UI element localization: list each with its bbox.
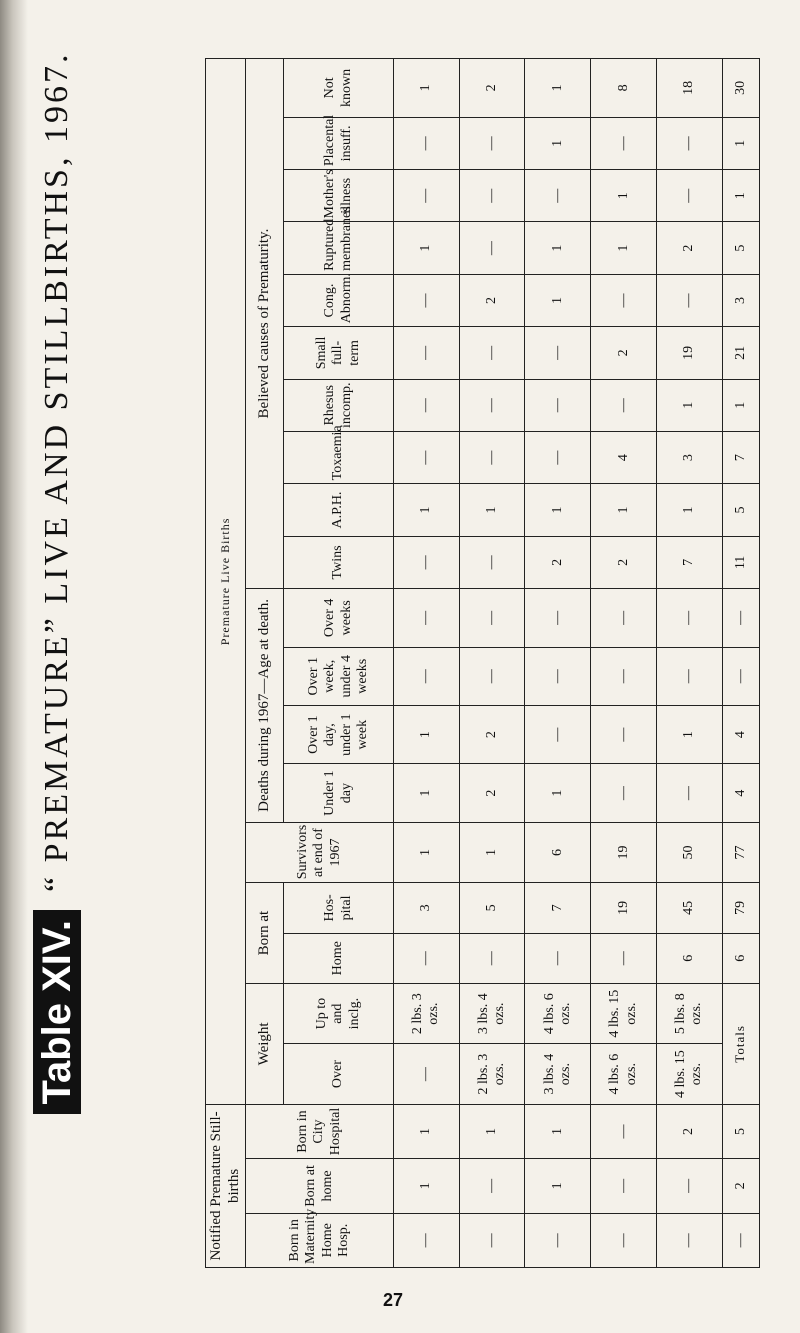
cell-aph: 1 — [394, 484, 460, 536]
total-rm: 5 — [722, 222, 759, 274]
causes-header: Believed causes of Prematurity. — [246, 59, 284, 589]
weight-upto-header: Up to and inclg. — [284, 983, 394, 1043]
ns-city-header: Born in City Hospital — [246, 1104, 394, 1158]
cell-rm: 1 — [394, 222, 460, 274]
ruptured-membranes-header: Ruptured membranes — [284, 222, 394, 274]
total-ca: 3 — [722, 274, 759, 326]
total-pi: 1 — [722, 117, 759, 169]
cell-d-o1d: 1 — [656, 705, 722, 763]
cell-ns-home: — — [591, 1159, 657, 1213]
cell-w-over: 2 lbs. 3 ozs. — [459, 1044, 525, 1104]
total-ns-home: 2 — [722, 1159, 759, 1213]
cell-rh: — — [459, 379, 525, 431]
cell-d-u1d: 1 — [525, 764, 591, 822]
death-over-4-weeks-header: Over 4 weeks — [284, 589, 394, 647]
cell-tox: — — [459, 431, 525, 483]
cell-sft: — — [459, 327, 525, 379]
death-over-1-day-header: Over 1 day, under 1 week — [284, 705, 394, 763]
total-nk: 30 — [722, 59, 759, 118]
cell-ns-nursing: — — [459, 1213, 525, 1267]
cell-nk: 1 — [394, 59, 460, 118]
table-row — [459, 59, 525, 1268]
cell-d-o1w: — — [656, 647, 722, 705]
cell-d-o1w: — — [459, 647, 525, 705]
cell-tox: 3 — [656, 431, 722, 483]
cell-w-upto: 4 lbs. 6 ozs. — [525, 983, 591, 1043]
total-twins: 11 — [722, 536, 759, 588]
cell-twins: 7 — [656, 536, 722, 588]
cell-ns-home: — — [656, 1159, 722, 1213]
cell-d-o1d: — — [525, 705, 591, 763]
ns-home-header: Born at home — [246, 1159, 394, 1213]
cell-ns-city: 1 — [459, 1104, 525, 1158]
cell-ca: — — [394, 274, 460, 326]
cell-w-over: 4 lbs. 15 ozs. — [656, 1044, 722, 1104]
cell-rh: — — [591, 379, 657, 431]
total-d-o1w: — — [722, 647, 759, 705]
table-container — [205, 58, 760, 1268]
cell-tox: — — [525, 431, 591, 483]
table-label: Table XIV. — [33, 910, 81, 1115]
cell-d-u1d: 1 — [394, 764, 460, 822]
cell-mi: — — [525, 170, 591, 222]
twins-header: Twins — [284, 536, 394, 588]
cell-d-u1d: — — [656, 764, 722, 822]
cell-twins: 2 — [525, 536, 591, 588]
table-heading — [22, 0, 92, 1208]
premature-births-table — [205, 58, 760, 1268]
cell-ns-home: 1 — [525, 1159, 591, 1213]
total-d-u1d: 4 — [722, 764, 759, 822]
cell-rm: 1 — [591, 222, 657, 274]
born-home-header: Home — [284, 933, 394, 983]
cell-b-home: — — [591, 933, 657, 983]
born-hospital-header: Hos- pital — [284, 883, 394, 933]
cell-pi: — — [459, 117, 525, 169]
deaths-header: Deaths during 1967—Age at death. — [246, 589, 284, 823]
death-over-1-week-header: Over 1 week, under 4 weeks — [284, 647, 394, 705]
cell-ns-city: 1 — [525, 1104, 591, 1158]
toxaemia-header: Toxaemia — [284, 431, 394, 483]
cell-aph: 1 — [525, 484, 591, 536]
cell-sft: 19 — [656, 327, 722, 379]
survivors-header: Survivors at end of 1967 — [246, 822, 394, 882]
cell-ca: 1 — [525, 274, 591, 326]
cell-pi: — — [394, 117, 460, 169]
cell-twins: 2 — [591, 536, 657, 588]
cell-ns-home: — — [459, 1159, 525, 1213]
cell-w-upto: 3 lbs. 4 ozs. — [459, 983, 525, 1043]
total-mi: 1 — [722, 170, 759, 222]
cell-ns-nursing: — — [591, 1213, 657, 1267]
cell-w-upto: 4 lbs. 15 ozs. — [591, 983, 657, 1043]
cell-rh: — — [394, 379, 460, 431]
cell-ns-nursing: — — [525, 1213, 591, 1267]
cell-w-over: 4 lbs. 6 ozs. — [591, 1044, 657, 1104]
cell-d-o1w: — — [394, 647, 460, 705]
cell-aph: 1 — [459, 484, 525, 536]
cell-surv: 6 — [525, 822, 591, 882]
small-full-term-header: Small full-term — [284, 327, 394, 379]
cell-d-o4w: — — [459, 589, 525, 647]
cell-d-o1d: 1 — [394, 705, 460, 763]
total-aph: 5 — [722, 484, 759, 536]
cell-pi: — — [591, 117, 657, 169]
cell-b-home: — — [394, 933, 460, 983]
total-surv: 77 — [722, 822, 759, 882]
cell-sft: — — [525, 327, 591, 379]
total-d-o4w: — — [722, 589, 759, 647]
cell-pi: — — [656, 117, 722, 169]
total-rh: 1 — [722, 379, 759, 431]
mothers-illness-header: Mother's illness — [284, 170, 394, 222]
cell-b-home: — — [525, 933, 591, 983]
cell-ns-nursing: — — [394, 1213, 460, 1267]
cell-b-hosp: 19 — [591, 883, 657, 933]
totals-label: Totals — [722, 983, 759, 1104]
not-known-header: Not known — [284, 59, 394, 118]
cell-b-hosp: 3 — [394, 883, 460, 933]
cell-b-hosp: 45 — [656, 883, 722, 933]
cell-d-o1w: — — [591, 647, 657, 705]
premature-live-births-header: Premature Live Births — [206, 59, 246, 1105]
cell-tox: — — [394, 431, 460, 483]
table-row — [394, 59, 460, 1268]
cell-ns-home: 1 — [394, 1159, 460, 1213]
total-sft: 21 — [722, 327, 759, 379]
total-d-o1d: 4 — [722, 705, 759, 763]
total-ns-nursing: — — [722, 1213, 759, 1267]
table-body — [394, 59, 760, 1268]
ns-nursing-header: Born in Maternity Home Hosp. — [246, 1213, 394, 1267]
cell-mi: — — [459, 170, 525, 222]
placental-insuff-header: Placental insuff. — [284, 117, 394, 169]
cell-d-o1w: — — [525, 647, 591, 705]
cell-sft: 2 — [591, 327, 657, 379]
cell-d-o1d: — — [591, 705, 657, 763]
cell-ca: — — [656, 274, 722, 326]
cell-mi: 1 — [591, 170, 657, 222]
cell-nk: 1 — [525, 59, 591, 118]
cell-rm: — — [459, 222, 525, 274]
cell-ns-city: — — [591, 1104, 657, 1158]
cell-twins: — — [394, 536, 460, 588]
cell-rm: 1 — [525, 222, 591, 274]
cell-ns-city: 1 — [394, 1104, 460, 1158]
cell-aph: 1 — [591, 484, 657, 536]
cong-abnorm-header: Cong. Abnorm. — [284, 274, 394, 326]
rhesus-header: Rhesus incomp. — [284, 379, 394, 431]
weight-header: Weight — [246, 983, 284, 1104]
cell-aph: 1 — [656, 484, 722, 536]
death-under-1-day-header: Under 1 day — [284, 764, 394, 822]
cell-pi: 1 — [525, 117, 591, 169]
cell-surv: 1 — [459, 822, 525, 882]
cell-sft: — — [394, 327, 460, 379]
cell-ca: — — [591, 274, 657, 326]
page-number: 27 — [382, 1290, 404, 1310]
table-title: “ PREMATURE” LIVE AND STILLBIRTHS, 1967. — [38, 51, 75, 892]
cell-ca: 2 — [459, 274, 525, 326]
total-tox: 7 — [722, 431, 759, 483]
cell-b-hosp: 7 — [525, 883, 591, 933]
cell-d-o4w: — — [656, 589, 722, 647]
cell-surv: 1 — [394, 822, 460, 882]
total-b-hosp: 79 — [722, 883, 759, 933]
cell-rh: 1 — [656, 379, 722, 431]
cell-d-u1d: 2 — [459, 764, 525, 822]
cell-d-o4w: — — [591, 589, 657, 647]
cell-ns-city: 2 — [656, 1104, 722, 1158]
cell-b-home: — — [459, 933, 525, 983]
born-at-header: Born at — [246, 883, 284, 984]
cell-surv: 50 — [656, 822, 722, 882]
cell-d-o4w: — — [525, 589, 591, 647]
table-row — [656, 59, 722, 1268]
cell-d-u1d: — — [591, 764, 657, 822]
cell-twins: — — [459, 536, 525, 588]
cell-mi: — — [656, 170, 722, 222]
cell-w-over: — — [394, 1044, 460, 1104]
weight-over-header: Over — [284, 1044, 394, 1104]
cell-b-hosp: 5 — [459, 883, 525, 933]
totals-row — [722, 59, 759, 1268]
cell-ns-nursing: — — [656, 1213, 722, 1267]
cell-nk: 2 — [459, 59, 525, 118]
cell-mi: — — [394, 170, 460, 222]
table-row — [525, 59, 591, 1268]
cell-nk: 8 — [591, 59, 657, 118]
cell-b-home: 6 — [656, 933, 722, 983]
cell-rh: — — [525, 379, 591, 431]
cell-nk: 18 — [656, 59, 722, 118]
aph-header: A.P.H. — [284, 484, 394, 536]
cell-w-upto: 5 lbs. 8 ozs. — [656, 983, 722, 1043]
cell-rm: 2 — [656, 222, 722, 274]
total-b-home: 6 — [722, 933, 759, 983]
cell-surv: 19 — [591, 822, 657, 882]
notified-stillbirths-header: Notified Premature Still-births — [206, 1104, 246, 1267]
table-row — [591, 59, 657, 1268]
cell-w-over: 3 lbs. 4 ozs. — [525, 1044, 591, 1104]
cell-tox: 4 — [591, 431, 657, 483]
total-ns-city: 5 — [722, 1104, 759, 1158]
cell-d-o4w: — — [394, 589, 460, 647]
cell-d-o1d: 2 — [459, 705, 525, 763]
cell-w-upto: 2 lbs. 3 ozs. — [394, 983, 460, 1043]
